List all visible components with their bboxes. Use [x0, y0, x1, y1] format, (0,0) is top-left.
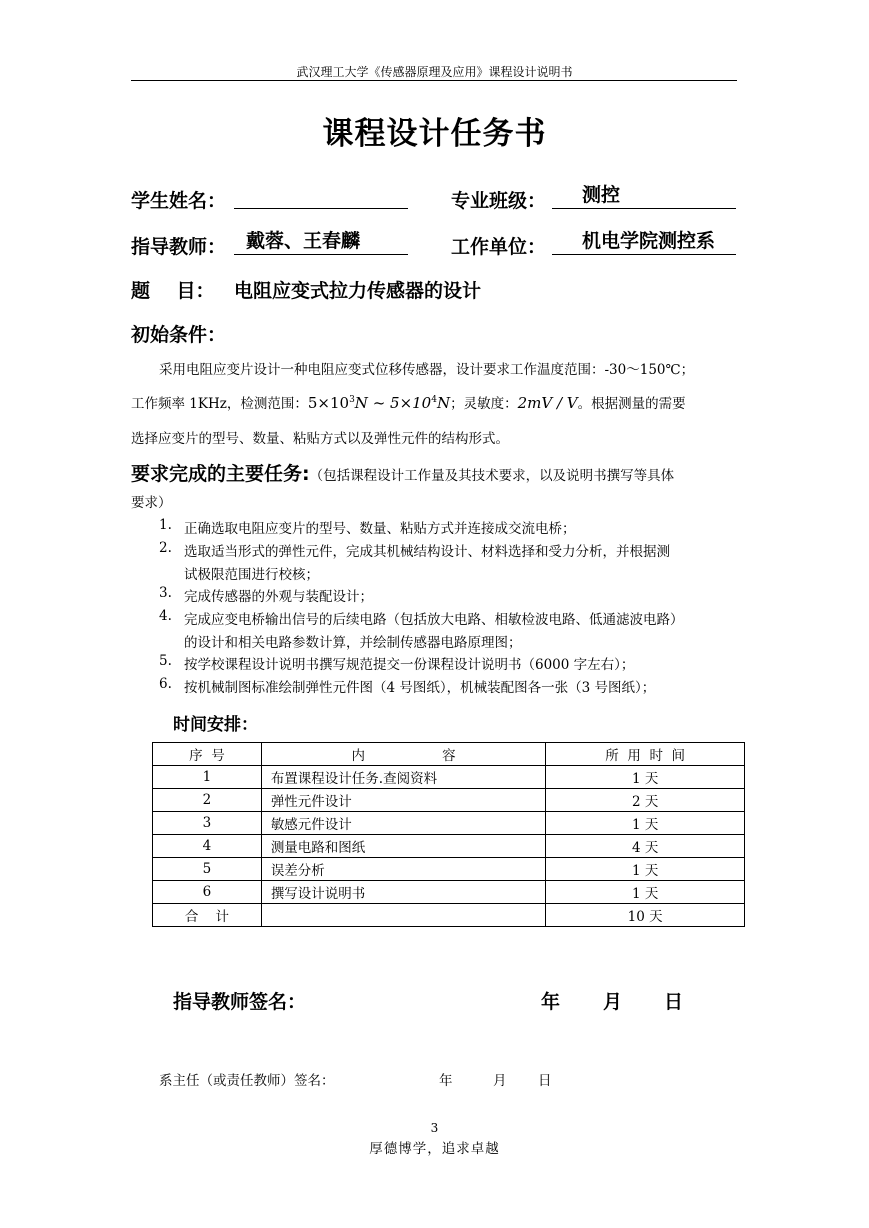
task-item	[159, 676, 739, 696]
range-mid: N ~ 5×10	[354, 394, 432, 412]
table-cell: 合 计	[153, 904, 262, 927]
initial-line-2-suffix: 。根据测量的需要	[577, 396, 686, 412]
schedule-table	[152, 742, 745, 927]
header-rule	[131, 80, 737, 81]
tasks-note-2: 要求）	[131, 495, 172, 511]
class-label: 专业班级：	[451, 190, 547, 212]
sensitivity-prefix: ；灵敏度：	[450, 396, 518, 412]
class-field	[552, 184, 736, 209]
schedule-heading: 时间安排：	[173, 715, 258, 735]
page-number: 3	[430, 1121, 439, 1135]
task-number: 5.	[159, 653, 172, 669]
advisor-signature-label: 指导教师签名：	[173, 991, 307, 1013]
range-a: 5×10	[307, 394, 350, 412]
task-text: 正确选取电阻应变片的型号、数量、粘贴方式并连接成交流电桥；	[184, 521, 576, 537]
director-signature-month: 月	[493, 1073, 507, 1089]
table-cell: 4 天	[546, 835, 745, 858]
table-cell: 2	[153, 789, 262, 812]
task-number: 4.	[159, 608, 172, 624]
task-text: 完成应变电桥输出信号的后续电路（包括放大电路、相敏检波电路、低通滤波电路）	[184, 612, 684, 628]
table-cell: 4	[153, 835, 262, 858]
unit-label: 工作单位：	[451, 236, 547, 258]
range-end: N	[436, 394, 451, 412]
table-cell: 布置课程设计任务.查阅资料	[261, 766, 546, 789]
director-signature-label: 系主任（或责任教师）签名：	[159, 1073, 335, 1089]
table-row	[153, 812, 745, 835]
table-cell: 误差分析	[261, 858, 546, 881]
task-text-cont: 的设计和相关电路参数计算，并绘制传感器电路原理图；	[184, 635, 522, 651]
topic-value: 电阻应变式拉力传感器的设计	[234, 280, 482, 302]
running-header: 武汉理工大学《传感器原理及应用》课程设计说明书	[296, 65, 573, 79]
initial-line-2	[131, 392, 686, 412]
table-row	[153, 835, 745, 858]
table-cell: 10 天	[546, 904, 745, 927]
table-cell: 3	[153, 812, 262, 835]
task-item	[159, 540, 739, 583]
task-text-cont: 试极限范围进行校核；	[184, 567, 319, 583]
advisor-label: 指导教师：	[131, 236, 227, 258]
table-cell: 6	[153, 881, 262, 904]
director-signature-day: 日	[538, 1073, 552, 1089]
task-number: 3.	[159, 585, 172, 601]
advisor-field	[234, 230, 408, 255]
director-signature-year: 年	[439, 1073, 453, 1089]
table-cell: 1 天	[546, 858, 745, 881]
table-header-row	[153, 743, 745, 766]
initial-conditions-heading: 初始条件：	[131, 324, 227, 346]
advisor-signature-day: 日	[664, 991, 684, 1013]
advisor-value: 戴蓉、王春麟	[246, 230, 361, 252]
task-text: 按学校课程设计说明书撰写规范提交一份课程设计说明书（6000 字左右）；	[184, 657, 635, 673]
table-row	[153, 858, 745, 881]
task-item	[159, 585, 739, 605]
advisor-signature-year: 年	[541, 991, 561, 1013]
table-cell: 敏感元件设计	[261, 812, 546, 835]
table-cell	[261, 904, 546, 927]
footer-motto: 厚德博学，追求卓越	[369, 1141, 500, 1157]
table-cell: 2 天	[546, 789, 745, 812]
column-header: 序 号	[153, 743, 262, 766]
sensitivity-value: 2mV / V	[517, 394, 578, 412]
table-cell: 1 天	[546, 881, 745, 904]
task-number: 6.	[159, 676, 172, 692]
class-value: 测控	[582, 184, 621, 206]
table-cell: 测量电路和图纸	[261, 835, 546, 858]
table-cell: 5	[153, 858, 262, 881]
range-formula	[308, 394, 450, 412]
page-title: 课程设计任务书	[322, 116, 547, 152]
task-item	[159, 517, 739, 537]
table-cell: 1 天	[546, 812, 745, 835]
table-row	[153, 766, 745, 789]
tasks-note-1: （包括课程设计工作量及其技术要求，以及说明书撰写等具体	[309, 468, 675, 484]
unit-field	[552, 230, 736, 255]
student-name-label: 学生姓名：	[131, 190, 227, 212]
initial-line-2-prefix: 工作频率 1KHz，检测范围：	[131, 396, 308, 412]
task-item	[159, 608, 739, 651]
table-total-row	[153, 904, 745, 927]
range-exp-a: 3	[349, 395, 355, 405]
task-text: 按机械制图标准绘制弹性元件图（4 号图纸），机械装配图各一张（3 号图纸）；	[184, 680, 656, 696]
student-name-field	[234, 184, 408, 209]
task-item	[159, 653, 739, 673]
table-cell: 弹性元件设计	[261, 789, 546, 812]
table-row	[153, 789, 745, 812]
topic-label: 题 目：	[131, 280, 215, 302]
task-number: 2.	[159, 540, 172, 556]
tasks-heading: 要求完成的主要任务:	[131, 463, 310, 485]
unit-value: 机电学院测控系	[582, 230, 716, 252]
table-cell: 1 天	[546, 766, 745, 789]
advisor-signature-month: 月	[603, 991, 623, 1013]
task-text: 完成传感器的外观与装配设计；	[184, 589, 373, 605]
column-header: 内 容	[261, 743, 546, 766]
table-cell: 1	[153, 766, 262, 789]
table-row	[153, 881, 745, 904]
initial-line-1: 采用电阻应变片设计一种电阻应变式位移传感器，设计要求工作温度范围：-30～150℃；	[159, 362, 695, 378]
table-cell: 撰写设计说明书	[261, 881, 546, 904]
tasks-heading-row	[131, 459, 674, 486]
task-number: 1.	[159, 517, 172, 533]
range-exp-b: 4	[431, 395, 437, 405]
column-header: 所 用 时 间	[546, 743, 745, 766]
task-text: 选取适当形式的弹性元件，完成其机械结构设计、材料选择和受力分析，并根据测	[184, 544, 670, 560]
initial-line-3: 选择应变片的型号、数量、粘贴方式以及弹性元件的结构形式。	[131, 431, 509, 447]
